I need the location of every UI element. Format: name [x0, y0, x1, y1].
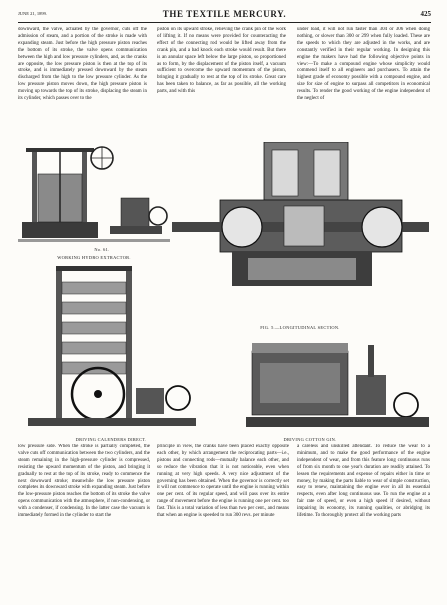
engine-section-figure: [172, 142, 429, 302]
top-column-1: downward, the valve, actuated by the governor, cuts off the admission of steam, and a portion of the stroke is made with expanding steam. Just before the high pressure piston reaches the bottom of its stroke, the valve opens communication between the high and low pressure cylinders, and, as the cranks are opposite, the low pressure piston is then at the top of its stroke, and is immediately pressed downward by the steam discharged from the high to the low pressure cylinder. As the low pressure piston moves down, the high pressure piston is moving up towards the top of its stroke, displacing the steam in its cylinder, which passes over to the: [18, 27, 147, 102]
journal-title: THE TEXTILE MERCURY.: [162, 9, 287, 19]
page-number: 425: [420, 10, 431, 18]
cotton-gin-figure: [246, 335, 429, 435]
calender-figure: [18, 262, 201, 437]
bottom-column-1: low pressure side. When the stroke is partially completed, the valve cuts off communication between the two cylinders, and the steam remaining in the high-pressure cylinder is compressed, resisting the upward momentum of the piston, and bringing it gradually to rest at the top of its stroke, ready to commence the next downward stroke; meanwhile the low pressure piston completes its downward stroke with expanding steam. Just before the low-pressure piston reaches the bottom of its stroke the valve opens communication with the atmosphere, if non-condensing, or with a condenser, if condensing. In the latter case the vacuum is immediately formed in the cylinder to start the: [18, 444, 150, 519]
hydro-extractor-engraving-icon: [18, 144, 170, 247]
issue-date: JUNE 21, 1899.: [18, 11, 47, 16]
top-column-2: piston on its upward stroke, relieving the crank pin of the work of lifting it. If no means were provided for counteracting the effect of the connecting rod would be lifted away from the crank pin, and a bad knock each stroke would result. But there is an annular space left below the large piston, so proportioned as to form, by the displacement of the piston itself, a vacuum sufficient to overcome the upward momentum of the piston, bringing it gradually to rest at the top of its stroke. Great care has been taken to balance, as far as possible, all the working parts, and with this: [157, 27, 286, 95]
hydro-extractor-figure: [18, 144, 170, 247]
engine-section-engraving-icon: [172, 142, 429, 302]
running-header: [18, 9, 431, 21]
cotton-gin-engraving-icon: [246, 335, 429, 435]
bottom-column-2: principle in view, the cranks have been placed exactly opposite each other, by which arrangement the reciprocating parts—i.e., pistons and connecting rods—mutually balance each other, and so reduce the vibration that it is not noticeable, even when running at very high speeds. A very nice adjustment of the governing has been obtained. When the governor is correctly set it will not commence to operate until the engine is running within one per cent. of its regular speed, and will pass over its entire range of movement before the engine is running one per cent. too fast. This is a total variation of less than two per cent., and means that when an engine is speeded to run 300 revs. per minute: [157, 444, 289, 519]
hydro-caption: WORKING HYDRO EXTRACTOR.: [57, 255, 131, 260]
calender-caption: DRIVING CALENDERS DIRECT.: [75, 437, 147, 442]
top-column-3: under load, it will not run faster than 304 or 306 when doing nothing, or slower than 300 or 299 when fully loaded. These are the speeds to which they are adjusted in the works, and are constantly verified in their regular working. In designing this engine the makers have had the following objective points in view:—To make a compound engine whose simplicity would commend itself to all engineers and purchasers. To attain the highest grade of economy possible with a compound engine, and size for size of engine to surpass all competitors in economical results. To render the good working of the engine independent of the neglect of: [297, 27, 430, 102]
section-caption: FIG. 5.—LONGITUDINAL SECTION.: [260, 325, 340, 330]
bottom-column-3: a careless and unskilled attendant. To reduce the wear to a minimum, and to make the good performance of the engine independent of wear, and from this feature long continuous runs of from six month to one year's duration are readily attained. To lessen the requirements and expense of repairs either in time or money, by making the parts liable to wear of simple construction, easy to renew, maintaining the engine ever in all its essential respects, even after long continuous use. To run the engine at a fair rate of speed, or even a high speed if desired, without impairing its economy, its running qualities, or abridging its lifetime. To thoroughly protect all the working parts: [297, 444, 430, 519]
calender-engraving-icon: [18, 262, 201, 437]
cotton-gin-caption: DRIVING COTTON GIN.: [283, 437, 337, 442]
header-rule: [18, 22, 431, 23]
figure-number: No. 61.: [94, 247, 110, 252]
